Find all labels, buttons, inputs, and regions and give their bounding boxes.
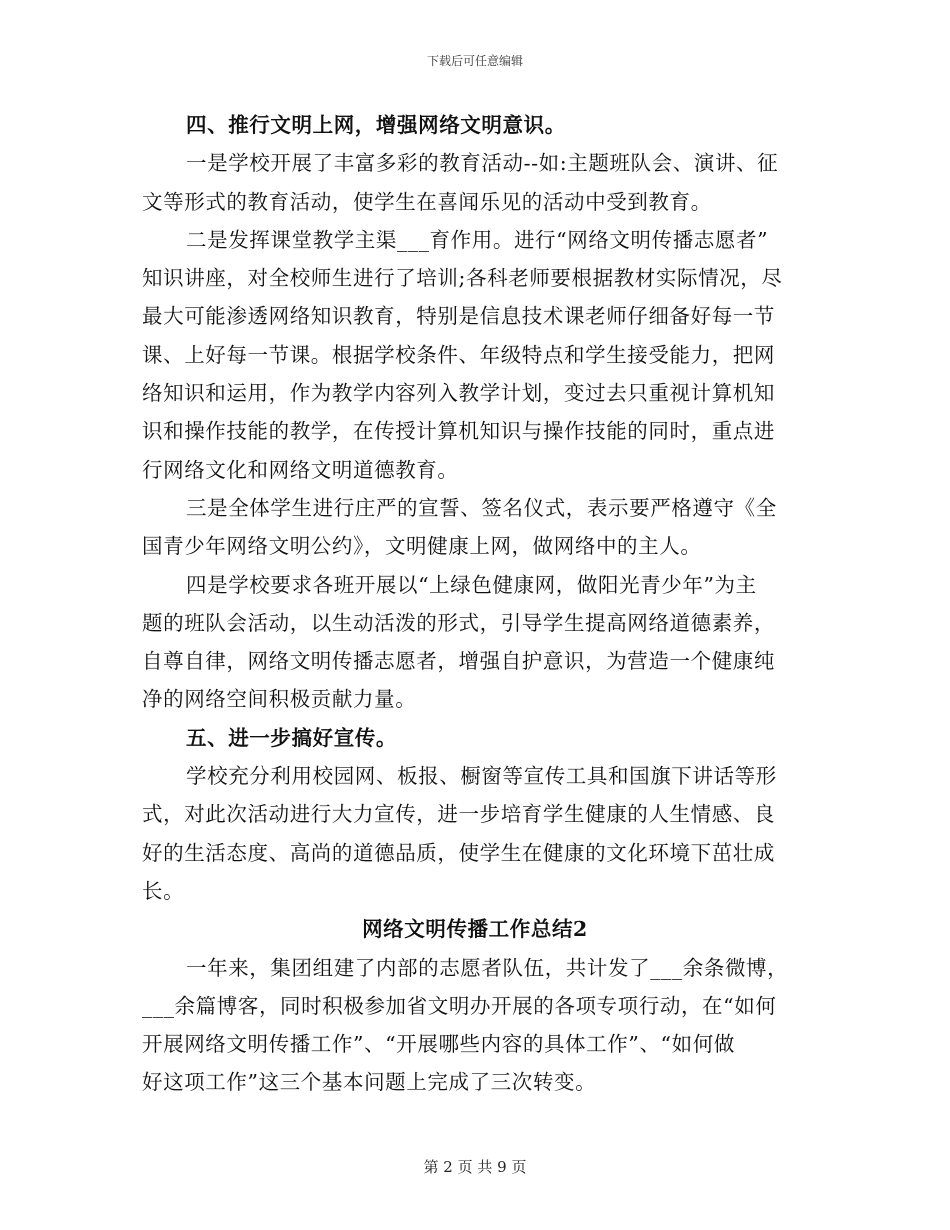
paragraph-line: ___余篇博客，同时积极参加省文明办开展的各项专项行动，在“如何 [142,993,777,1018]
paragraph-line: 好这项工作”这三个基本问题上完成了三次转变。 [142,1070,597,1095]
page-number: 第 2 页 共 9 页 [423,1158,527,1176]
paragraph-line: 开展网络文明传播工作”、“开展哪些内容的具体工作”、“如何做 [142,1032,735,1057]
paragraph-line: 自尊自律，网络文明传播志愿者，增强自护意识，为营造一个健康纯 [142,649,775,674]
paragraph-line: 课、上好每一节课。根据学校条件、年级特点和学生接受能力，把网 [142,342,775,367]
paragraph-line: 三是全体学生进行庄严的宣誓、签名仪式，表示要严格遵守《全 [186,495,777,520]
paragraph-line: 国青少年网络文明公约》，文明健康上网，做网络中的主人。 [142,534,702,559]
paragraph-line: 学校充分利用校园网、板报、橱窗等宣传工具和国旗下讲话等形 [186,764,777,789]
paragraph-line: 四是学校要求各班开展以“上绿色健康网，做阳光青少年”为主 [186,572,757,597]
paragraph-line: 文等形式的教育活动，使学生在喜闻乐见的活动中受到教育。 [142,189,712,214]
section-heading-5: 五、进一步搞好宣传。 [186,725,397,750]
paragraph-line: 题的班队会活动，以生动活泼的形式，引导学生提高网络道德素养， [142,610,775,635]
page-header: 下载后可任意编辑 [426,54,523,68]
paragraph-line: 识和操作技能的教学，在传授计算机知识与操作技能的同时，重点进 [142,419,775,444]
paragraph-line: 式，对此次活动进行大力宣传，进一步培育学生健康的人生情感、良 [142,802,775,827]
paragraph-line: 络知识和运用，作为教学内容列入教学计划，变过去只重视计算机知 [142,381,775,406]
document-body [142,106,808,1102]
paragraph-line: 净的网络空间积极贡献力量。 [142,687,417,712]
paragraph-line: 二是发挥课堂教学主渠___育作用。进行“网络文明传播志愿者” [186,227,769,252]
paragraph-line: 长。 [142,878,185,903]
section-heading-4: 四、推行文明上网，增强网络文明意识。 [186,113,566,137]
paragraph-line: 一年来，集团组建了内部的志愿者队伍，共计发了___余条微博， [186,955,789,980]
paragraph-line: 知识讲座，对全校师生进行了培训;各科老师要根据教材实际情况，尽 [142,266,783,291]
paragraph-line: 行网络文化和网络文明道德教育。 [142,457,459,482]
paragraph-line: 一是学校开展了丰富多彩的教育活动--如:主题班队会、演讲、征 [186,151,779,176]
paragraph-line: 好的生活态度、高尚的道德品质，使学生在健康的文化环境下茁壮成 [142,840,775,865]
paragraph-line: 最大可能渗透网络知识教育，特别是信息技术课老师仔细备好每一节 [142,304,775,329]
document-subtitle: 网络文明传播工作总结2 [362,917,588,942]
